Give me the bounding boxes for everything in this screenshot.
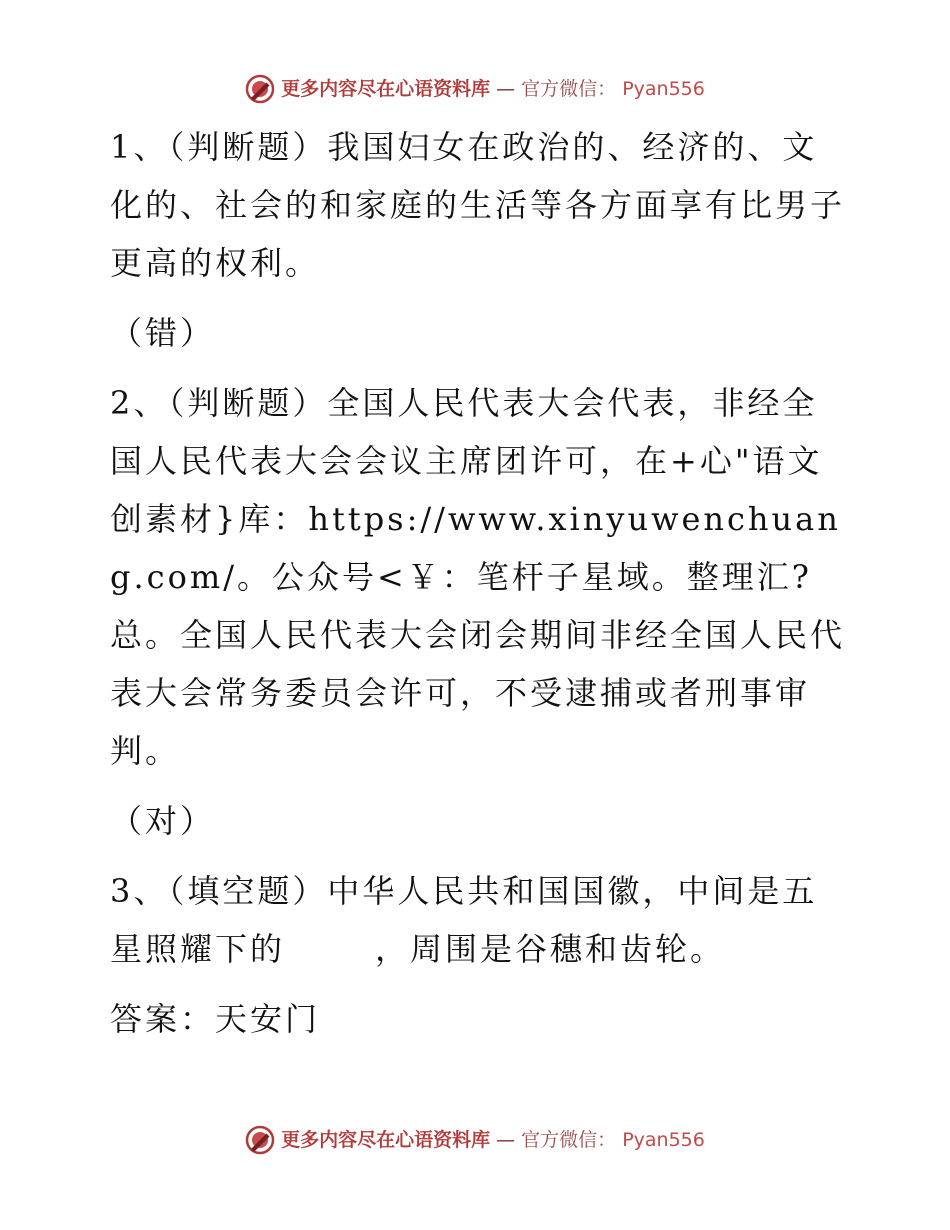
banner-wechat-id: Pyan556	[622, 1129, 705, 1151]
question-3-text-after: ，周围是谷穗和齿轮。	[375, 930, 726, 968]
question-3-text-before: （填空题）中华人民共和国国徽，中间是五星照耀下的	[110, 872, 818, 968]
question-2	[98, 374, 850, 780]
question-3-number: 3、	[110, 872, 169, 910]
question-2-number: 2、	[110, 384, 169, 422]
question-2-answer: （对）	[110, 802, 216, 840]
pen-seal-logo-icon	[245, 74, 275, 104]
header-banner	[0, 74, 950, 104]
pen-seal-logo-icon	[245, 1125, 275, 1155]
banner-dash: —	[496, 1129, 516, 1151]
banner-wechat-label: 官方微信：	[521, 78, 617, 100]
banner-wechat-id: Pyan556	[622, 78, 705, 100]
banner-dash: —	[496, 78, 516, 100]
document-content	[98, 118, 850, 1060]
question-1-answer: （错）	[110, 314, 216, 352]
footer-banner	[0, 1125, 950, 1155]
question-1-number: 1、	[110, 128, 169, 166]
banner-site-text: 更多内容尽在心语资料库	[281, 78, 491, 100]
question-1	[98, 118, 850, 292]
question-3	[98, 862, 850, 978]
question-2-text: （判断题）全国人民代表大会代表，非经全国人民代表大会会议主席团许可，在+心"语文创素材}库：https://www.xinyuwenchuang.com/。公众号<￥：笔杆子星域。整理汇?总。全国人民代表大会闭会期间非经全国人民代表大会常务委员会许可，不受逮捕或者刑事审判。	[110, 384, 846, 770]
question-3-answer: 答案：天安门	[110, 1000, 321, 1038]
banner-site-text: 更多内容尽在心语资料库	[281, 1129, 491, 1151]
banner-wechat-label: 官方微信：	[521, 1129, 617, 1151]
question-1-text: （判断题）我国妇女在政治的、经济的、文化的、社会的和家庭的生活等各方面享有比男子更高的权利。	[110, 128, 846, 282]
